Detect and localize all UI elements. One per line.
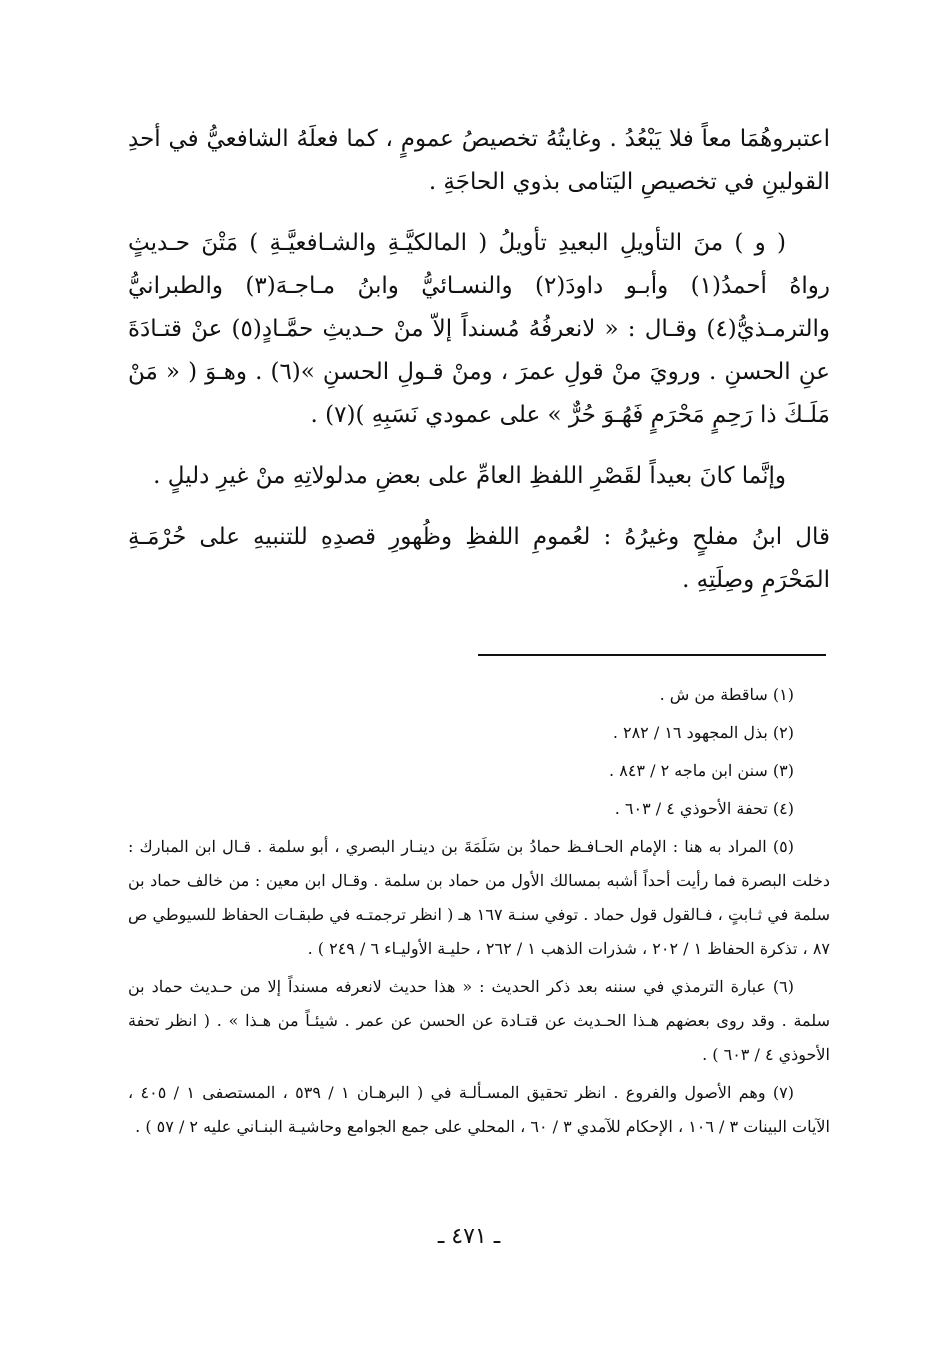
main-text	[128, 118, 830, 602]
footnote-4: (٤) تحفة الأحوذي ٤ / ٦٠٣ .	[614, 799, 794, 818]
footnote-2: (٢) بذل المجهود ١٦ / ٢٨٢ .	[612, 723, 794, 742]
footnotes	[128, 678, 830, 1148]
footnote-6: (٦) عبارة الترمذي في سننه بعد ذكر الحديث : « هذا حديث لانعرفه مسنداً إلا من حـديث حماد بن سلمة . وقد روى بعضهم هـذا الحـديث عن قتـادة عن الحسن عن عمر . شيئـاً من هـذا » . ( انظر تحفة الأحوذي ٤ / ٦٠٣ ) .	[128, 977, 830, 1064]
body-paragraph-4: قال ابنُ مفلحٍ وغيرُهُ : لعُمومِ اللفظِ وظُهورِ قصدِهِ للتنبيهِ على حُرْمَـةِ المَحْرَمِ وصِلَتِهِ .	[128, 524, 830, 593]
footnote-1: (١) ساقطة من ش .	[659, 685, 794, 704]
page-number: ـ ٤٧١ ـ	[437, 1224, 501, 1249]
body-paragraph-3: وإنَّما كانَ بعيداً لقَصْرِ اللفظِ العامِّ على بعضِ مدلولاتِهِ منْ غيرِ دليلٍ .	[153, 463, 786, 489]
footnote-5: (٥) المراد به هنا : الإمام الحـافـظ حمادُ بن سَلَمَةَ بن دينـار البصري ، أبو سلمة . قـال ابن المبارك : دخلت البصرة فما رأيت أحداً أشبه بمسالك الأول من حماد بن سلمة . وقـال ابن معين : من خالف حماد بن سلمة في ثـابتٍ ، فـالقول قول حماد . توفي سنـة ١٦٧ هـ ( انظر ترجمتـه في طبقـات الحفاظ للسيوطي ص ٨٧ ، تذكرة الحفاظ ١ / ٢٠٢ ، شذرات الذهب ١ / ٢٦٢ ، حليـة الأوليـاء ٦ / ٢٤٩ ) .	[128, 837, 830, 958]
footnote-3: (٣) سنن ابن ماجه ٢ / ٨٤٣ .	[609, 761, 794, 780]
body-paragraph-1: اعتبروهُمَا معاً فلا يَبْعُدُ . وغايتُهُ تخصيصُ عمومٍ ، كما فعلَهُ الشافعيُّ في أحدِ القولينِ في تخصيصِ اليَتامى بذوي الحاجَةِ .	[128, 126, 830, 195]
footnote-7: (٧) وهم الأصول والفروع . انظر تحقيق المسـألـة في ( البرهـان ١ / ٥٣٩ ، المستصفى ١ / ٤٠٥ ، الآيات البينات ٣ / ١٠٦ ، الإحكام للآمدي ٣ / ٦٠ ، المحلي على جمع الجوامع وحاشيـة البنـاني عليه ٢ / ٥٧ ) .	[128, 1083, 830, 1136]
body-paragraph-2: ( و ) منَ التأويلِ البعيدِ تأويلُ ( المالكيَّـةِ والشـافعيَّـةِ ) مَتْنَ حـديثٍ رواهُ أحمدُ(١) وأبـو داودَ(٢) والنسـائيُّ وابنُ مـاجـهَ(٣) والطبرانيُّ والترمـذيُّ(٤) وقـال : « لانعرفُهُ مُسنداً إلاّ منْ حـديثِ حمَّـادٍ(٥) عنْ قتـادَةَ عنِ الحسنِ . ورويَ منْ قولِ عمرَ ، ومنْ قـولِ الحسنِ »(٦) . وهـوَ ( « مَنْ مَلَـكَ ذا رَحِمٍ مَحْرَمٍ فَهُـوَ حُرٌّ » على عمودي نَسَبِهِ )(٧) .	[128, 230, 831, 428]
footnote-separator	[478, 654, 826, 656]
